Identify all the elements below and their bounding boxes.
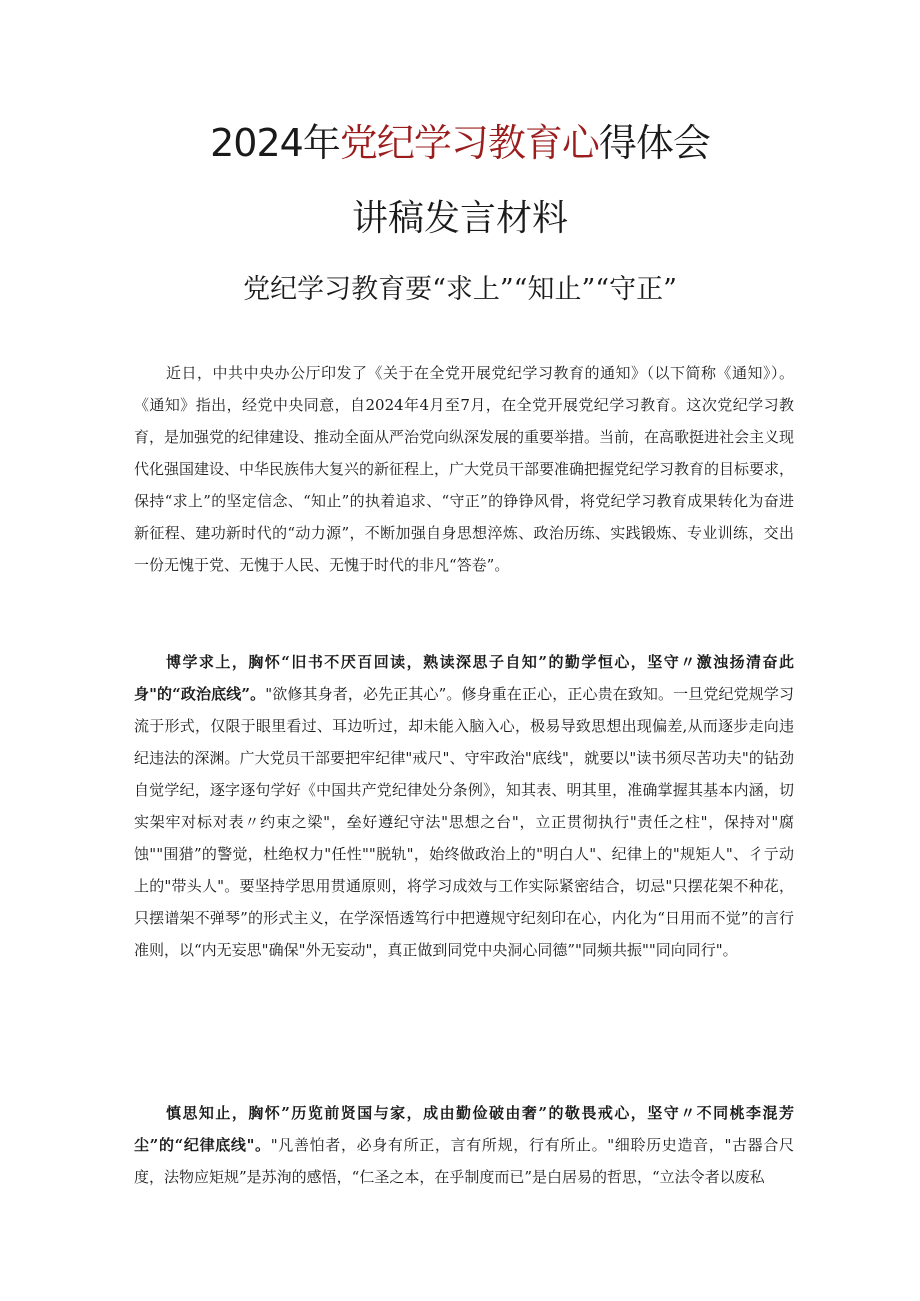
paragraph-boxue-qiushang xyxy=(134,646,794,966)
paragraph-intro xyxy=(134,357,794,581)
paragraph-shensi-zhizhi xyxy=(134,1097,794,1193)
title-highlight: 党纪学习教育心 xyxy=(339,121,599,165)
paragraph-heading-boxue: 博学求上，胸怀“旧书不厌百回读，熟读深思子自知”的勤学恒心，坚守〃激浊扬清奋此身"的“政治底线”。 xyxy=(134,653,794,703)
paragraph-heading-shensi: 慎思知止，胸怀”历览前贤国与家，成由勤俭破由奢”的敬畏戒心，坚守〃不同桃李混芳尘”的“纪律底线"。 xyxy=(134,1104,794,1154)
paragraph-intro-text: 近日，中共中央办公厅印发了《关于在全党开展党纪学习教育的通知》（以下简称《通知》）。《通知》指出，经党中央同意，自2024年4月至7月，在全党开展党纪学习教育。这次党纪学习教育，是加强党的纪律建设、推动全面从严治党向纵深发展的重要举措。当前，在高歌挺进社会主义现代化强国建设、中华民族伟大复兴的新征程上，广大党员干部要准确把握党纪学习教育的目标要求，保持“求上”的坚定信念、“知止”的执着追求、“守正”的铮铮风骨，将党纪学习教育成果转化为奋进新征程、建功新时代的“动力源”，不断加强自身思想淬炼、政治历练、实践锻炼、专业训练，交出一份无愧于党、无愧于人民、无愧于时代的非凡“答卷”。 xyxy=(134,364,795,574)
document-title-line1 xyxy=(0,118,920,168)
paragraph-boxue-text: "欲修其身者，必先正其心”。修身重在正心，正心贵在致知。一旦党纪党规学习流于形式，仅限于眼里看过、耳边听过，却未能入脑入心，极易导致思想出现偏差,从而逐步走向违纪违法的深渊。广大党员干部要把牢纪律"戒尺"、守牢政治"底线"，就要以"读书须尽苦功夫"的钻劲自觉学纪，逐字逐句学好《中国共产党纪律处分条例》，知其表、明其里，准确掌握其基本内涵，切实架牢对标对表〃约束之梁"，垒好遵纪守法"思想之台"，立正贯彻执行"责任之柱"，保持对"腐蚀""围猎”的警觉，杜绝权力"任性""脱轨"，始终做政治上的"明白人"、纪律上的"规矩人"、彳亍动上的"带头人"。要坚持学思用贯通原则，将学习成效与工作实际紧密结合，切忌"只摆花架不种花，只摆谱架不弹琴”的形式主义，在学深悟透笃行中把遵规守纪刻印在心，内化为“日用而不觉”的言行准则，以“内无妄思"确保"外无妄动"，真正做到同党中央洞心同德”"同频共振""同向同行"。 xyxy=(134,685,794,959)
document-subtitle: 党纪学习教育要“求上”“知止”“守正” xyxy=(243,274,677,305)
paragraph-shensi-text: "凡善怕者，必身有所正，言有所规，行有所止。"细聆历史造音，"古器合尺度，法物应矩规”是苏洵的感悟，“仁圣之本，在乎制度而已”是白居易的哲思，“立法令者以废私 xyxy=(134,1136,794,1186)
title-year: 2024年 xyxy=(210,121,340,165)
document-title-line2: 讲稿发言材料 xyxy=(351,198,568,239)
title-suffix: 得体会 xyxy=(598,121,710,165)
